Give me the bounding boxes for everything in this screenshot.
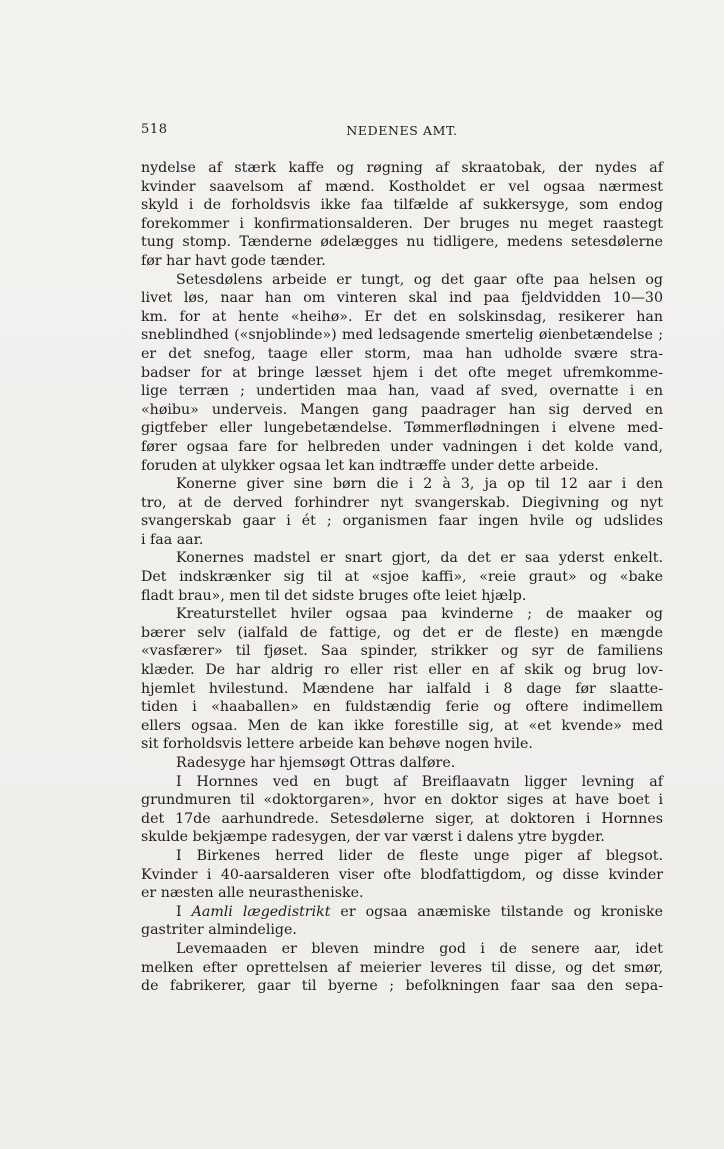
text-line: I Hornnes ved en bugt af Breiflaavatn ligger levning af <box>176 773 663 790</box>
text-line: livet løs, naar han om vinteren skal ind paa fjeldvidden 10—30 <box>141 290 663 307</box>
text-line: gigtfeber eller lungebetændelse. Tømmerflødningen i elvene med- <box>141 420 663 437</box>
text-line: i faa aar. <box>141 531 204 548</box>
page-number: 518 <box>141 122 168 137</box>
text-line: fladt brau», men til det sidste bruges ofte leiet hjælp. <box>141 587 527 604</box>
text-line: nydelse af stærk kaffe og røgning af skraatobak, der nydes af <box>141 160 663 176</box>
text-line: Konernes madstel er snart gjort, da det er saa yderst enkelt. <box>176 550 663 567</box>
text-line: klæder. De har aldrig ro eller rist eller en af skik og brug lov- <box>141 662 663 679</box>
text-line: melken efter oprettelsen af meierier leveres til disse, og det smør, <box>141 959 663 976</box>
text-line: svangerskab gaar i ét ; organismen faar ingen hvile og udslides <box>141 513 663 530</box>
text-line: bærer selv (ialfald de fattige, og det er de fleste) en mængde <box>141 624 663 641</box>
text-line: gastriter almindelige. <box>141 922 297 939</box>
text-line: Konerne giver sine børn die i 2 à 3, ja op til 12 aar i den <box>176 476 663 493</box>
text-line: det 17de aarhundrede. Setesdølerne siger, at doktoren i Hornnes <box>141 810 663 827</box>
text-line: er det snefog, taage eller storm, maa han udholde svære stra- <box>141 345 663 362</box>
text-line: Kreaturstellet hviler ogsaa paa kvinderne ; de maaker og <box>176 606 663 623</box>
text-line: Radesyge har hjemsøgt Ottras dalføre. <box>176 755 456 771</box>
text-line: Det indskrænker sig til at «sjoe kaffi», «reie graut» og «bake <box>141 569 663 586</box>
text-line: kvinder saavelsom af mænd. Kostholdet er vel ogsaa nærmest <box>141 178 663 195</box>
text-line: tiden i «haaballen» en fuldstændig ferie og oftere indimellem <box>141 699 663 716</box>
text-segment: I <box>176 903 192 920</box>
page-header <box>141 122 663 140</box>
running-title: NEDENES AMT. <box>346 123 458 138</box>
italic-district-name: Aamli lægedistrikt <box>191 903 331 920</box>
text-line: de fabrikerer, gaar til byerne ; befolkningen faar saa den sepa- <box>141 978 663 995</box>
text-line: «høibu» underveis. Mangen gang paadrager han sig derved en <box>141 401 663 418</box>
text-line: tung stomp. Tænderne ødelægges nu tidligere, medens setesdølerne <box>141 234 663 251</box>
text-line: sit forholdsvis lettere arbeide kan behøve nogen hvile. <box>141 736 533 753</box>
text-line: Kvinder i 40-aarsalderen viser ofte blodfattigdom, og disse kvinder <box>141 866 663 883</box>
text-line: foruden at ulykker ogsaa let kan indtræffe under dette arbeide. <box>141 457 599 474</box>
text-line: tro, at de derved forhindrer nyt svangerskab. Diegivning og nyt <box>141 494 663 511</box>
text-line: sneblindhed («snjoblinde») med ledsagende smertelig øienbetændelse ; <box>141 327 663 344</box>
text-line: før har havt gode tænder. <box>141 252 326 269</box>
text-line: skyld i de forholdsvis ikke faa tilfælde af sukkersyge, som endog <box>141 197 663 214</box>
text-line: er næsten alle neurastheniske. <box>141 885 364 902</box>
text-line: ellers ogsaa. Men de kan ikke forestille sig, at «et kvende» med <box>141 717 663 734</box>
text-segment: er ogsaa anæmiske tilstande og kroniske <box>330 903 663 920</box>
text-line: hjemlet hvilestund. Mændene har ialfald i 8 dage før slaatte- <box>141 680 663 697</box>
text-line: skulde bekjæmpe radesygen, der var værst i dalens ytre bygder. <box>141 829 605 846</box>
text-line <box>141 903 663 922</box>
text-line: forekommer i konfirmationsalderen. Der bruges nu meget raastegt <box>141 215 663 232</box>
text-line: lige terræn ; undertiden maa han, vaad af sved, overnatte i en <box>141 383 663 400</box>
text-line: Levemaaden er bleven mindre god i de senere aar, idet <box>176 940 663 957</box>
text-line: badser for at bringe læsset hjem i det ofte meget ufremkomme- <box>141 364 663 381</box>
text-line: I Birkenes herred lider de fleste unge piger af blegsot. <box>176 847 663 864</box>
text-line: «vasfærer» til fjøset. Saa spinder, strikker og syr de familiens <box>141 643 663 660</box>
text-line: km. for at hente «heihø». Er det en solskinsdag, resikerer han <box>141 308 663 325</box>
text-line: grundmuren til «doktorgaren», hvor en doktor siges at have boet i <box>141 792 663 809</box>
text-line: fører ogsaa fare for helbreden under vadningen i det kolde vand, <box>141 438 663 455</box>
body-text <box>141 159 663 1059</box>
text-line: Setesdølens arbeide er tungt, og det gaar ofte paa helsen og <box>176 271 663 288</box>
